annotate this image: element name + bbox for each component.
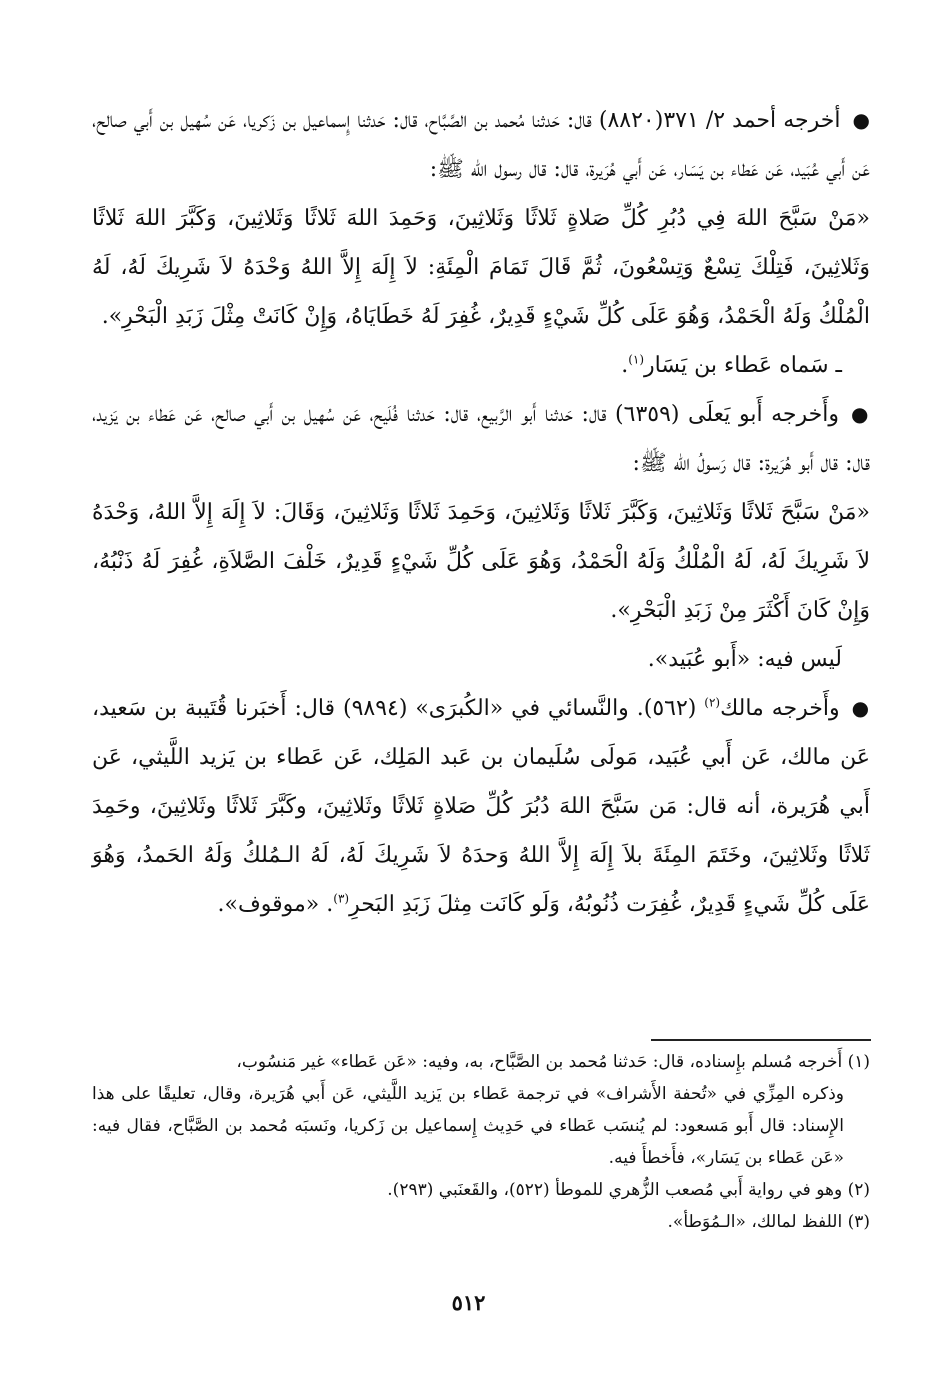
page-number: ٥١٢ (451, 1290, 486, 1315)
footnote-ref-3[interactable]: (٣) (333, 891, 350, 906)
narration-text-c: . «موقوف». (217, 892, 334, 917)
narration-chain: وأَخرجه أَبو يَعلَى (٦٣٥٩) قال: حَدثنا أَبو الرَّبيع، قال: حَدثنا فُلَيح، عَن سُهيل بن أَبي صالح، عَن عَطاء بن يَزيد، قال: قال أَبو هُرَيرة: قال رَسولُ الله ﷺ: (92, 402, 870, 476)
takhrij-entry-3 (92, 684, 870, 929)
bullet-icon: ● (851, 696, 871, 720)
hadith-text: «مَنْ سَبَّحَ اللهَ فِي دُبُرِ كُلِّ صَلاةٍ ثَلاثًا وَثَلاثِينَ، وَحَمِدَ اللهَ ثَلاثًا وَثَلاثِينَ، وَكَبَّرَ اللهَ ثَلاثًا وَثَلاثِينَ، فَتِلْكَ تِسْعٌ وَتِسْعُونَ، ثُمَّ قَالَ تَمَامَ الْمِئَةِ: لاَ إِلَهَ إِلاَّ اللهُ وَحْدَهُ لاَ شَرِيكَ لَهُ، لَهُ الْمُلْكُ وَلَهُ الْحَمْدُ، وَهُوَ عَلَى كُلِّ شَيْءٍ قَدِيرٌ، غُفِرَ لَهُ خَطَايَاهُ، وَإِنْ كَانَتْ مِثْلَ زَبَدِ الْبَحْرِ». (92, 206, 870, 329)
takhrij-entry-1 (92, 96, 870, 194)
bullet-icon: ● (852, 108, 870, 132)
note-text: ـ سَماه عَطاء بن يَسَار (644, 353, 842, 378)
main-text (92, 96, 870, 929)
footnote-ref-2[interactable]: (٢) (704, 695, 721, 710)
editor-note: لَيس فيه: «أَبو عُبَيد». (647, 647, 842, 672)
footnotes (92, 1046, 870, 1238)
footnote-1-continuation: وذكره المِزِّي في «تُحفة الأَشراف» في ترجمة عَطاء بن يَزيد اللَّيثي، عَن أَبي هُرَيرة، وقال، تعليقًا على هذا الإِسناد: قال أَبو مَسعود: لم يُنسَب عَطاء في حَدِيث إِسماعيل بن زَكريا، ونَسبَه مُحمد بن الصَّبَّاح، فقال فيه: «عَن عَطاء بن يَسَار»، فأَخطأَ فيه. (92, 1084, 844, 1168)
footnote-1-first-line: (١) أَخرجه مُسلم بإِسناده، قال: حَدثنا مُحمد بن الصَّبَّاح، به، وفيه: «عَن عَطاء» غير مَنسُوب، (236, 1052, 870, 1072)
hadith-text: «مَنْ سَبَّحَ ثَلاثًا وَثَلاثِينَ، وَكَبَّرَ ثَلاثًا وَثَلاثِينَ، وَحَمِدَ ثَلاثًا وَثَلاثِينَ، وَقَالَ: لاَ إِلَهَ إِلاَّ اللهُ، وَحْدَهُ لاَ شَرِيكَ لَهُ، لَهُ الْمُلْكُ وَلَهُ الْحَمْدُ، وَهُوَ عَلَى كُلِّ شَيْءٍ قَدِيرٌ، خَلْفَ الصَّلاَةِ، غُفِرَ لَهُ ذَنْبُهُ، وَإِنْ كَانَ أَكْثَرَ مِنْ زَبَدِ الْبَحْرِ». (92, 500, 870, 623)
footnote-ref-1[interactable]: (١) (628, 352, 645, 367)
narration-text-b: (٥٦٢). والنَّسائي في «الكُبرَى» (٩٨٩٤) قال: أَخبَرنا قُتَيبة بن سَعيد، عَن مالك، عَن أَبي عُبَيد، مَولَى سُلَيمان بن عَبد المَلِك، عَن عَطاء بن يَزيد اللَّيثي، عَن أَبي هُرَيرة، أنه قال: مَن سَبَّحَ اللهَ دُبُرَ كُلِّ صَلاةٍ ثَلاثًا وثَلاثِينَ، وكَبَّرَ ثَلاثًا وثَلاثِينَ، وحَمِدَ ثَلاثًا وثَلاثِينَ، وخَتَمَ المِئَةَ بلاَ إِلَهَ إِلاَّ اللهُ وَحدَهُ لاَ شَرِيكَ لَهُ، لَهُ الـمُلكُ وَلَهُ الحَمدُ، وَهُوَ عَلَى كُلِّ شَيءٍ قَدِيرٌ، غُفِرَت ذُنُوبُهُ، وَلَو كَانَت مِثلَ زَبَدِ البَحرِ (92, 696, 870, 917)
footnote-1 (92, 1046, 870, 1078)
footnote-3: (٣) اللفظ لمالك، «الـمُوَطأ». (667, 1212, 870, 1232)
bullet-icon: ● (851, 402, 871, 426)
narration-text-a: وأَخرجه مالك (720, 696, 840, 721)
footnote-divider (651, 1039, 871, 1041)
editor-note (92, 341, 870, 390)
narration-chain: أخرجه أحمد ٢/ ٣٧١(٨٨٢٠) قال: حَدثنا مُحمد بن الصَّبَّاح، قال: حَدثنا إِسماعيل بن زَكريا، عَن سُهيل بن أَبي صالح، عَن أَبي عُبَيد، عَن عَطاء بن يَسَار، عَن أَبي هُرَيرة، قال: قال رسول الله ﷺ: (92, 108, 870, 182)
footnote-2: (٢) وهو في رواية أَبي مُصعب الزُّهري للموطأ (٥٢٢)، والقَعنَبي (٢٩٣). (387, 1180, 870, 1200)
takhrij-entry-2 (92, 390, 870, 488)
note-punctuation: . (621, 353, 629, 378)
